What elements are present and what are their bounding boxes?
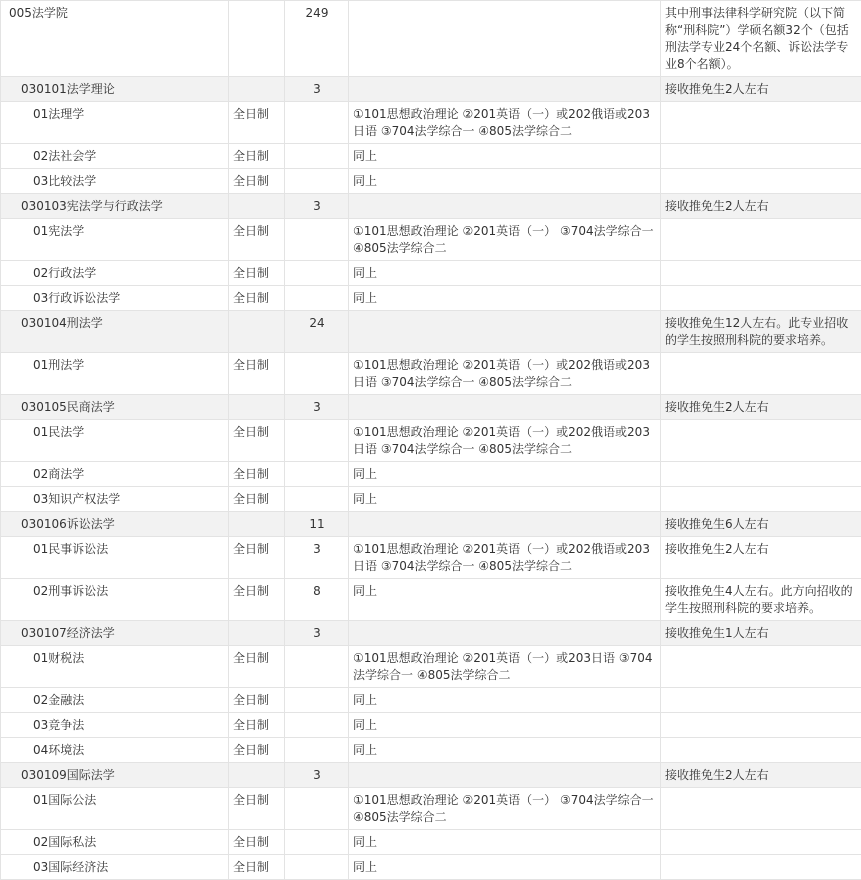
- exam-subjects-cell: [349, 194, 661, 219]
- direction-row: [1, 219, 861, 261]
- remarks-cell: [661, 830, 861, 855]
- exam-subjects-cell: ①101思想政治理论 ②201英语（一） ③704法学综合一 ④805法学综合二: [349, 219, 661, 261]
- remarks-cell: 接收推免生1人左右: [661, 621, 861, 646]
- exam-subjects-cell: 同上: [349, 855, 661, 880]
- admissions-table-body: [1, 1, 861, 880]
- study-mode-cell: 全日制: [229, 219, 285, 261]
- exam-subjects-cell: 同上: [349, 462, 661, 487]
- study-mode-cell: [229, 621, 285, 646]
- major-row: [1, 77, 861, 102]
- program-name-cell: 030103宪法学与行政法学: [1, 194, 229, 219]
- quota-cell: 249: [285, 1, 349, 77]
- exam-subjects-cell: [349, 512, 661, 537]
- quota-cell: 3: [285, 537, 349, 579]
- exam-subjects-cell: 同上: [349, 169, 661, 194]
- quota-cell: 24: [285, 311, 349, 353]
- remarks-cell: [661, 646, 861, 688]
- program-name-cell: 01国际公法: [1, 788, 229, 830]
- program-name-cell: 030109国际法学: [1, 763, 229, 788]
- quota-cell: [285, 286, 349, 311]
- study-mode-cell: 全日制: [229, 144, 285, 169]
- direction-row: [1, 537, 861, 579]
- program-name-cell: 03竞争法: [1, 713, 229, 738]
- remarks-cell: [661, 102, 861, 144]
- direction-row: [1, 102, 861, 144]
- quota-cell: [285, 353, 349, 395]
- quota-cell: 3: [285, 77, 349, 102]
- remarks-cell: 接收推免生6人左右: [661, 512, 861, 537]
- study-mode-cell: [229, 395, 285, 420]
- study-mode-cell: [229, 311, 285, 353]
- program-name-cell: 01刑法学: [1, 353, 229, 395]
- direction-row: [1, 830, 861, 855]
- quota-cell: 3: [285, 763, 349, 788]
- study-mode-cell: 全日制: [229, 713, 285, 738]
- program-name-cell: 030101法学理论: [1, 77, 229, 102]
- program-name-cell: 02行政法学: [1, 261, 229, 286]
- direction-row: [1, 144, 861, 169]
- program-name-cell: 030107经济法学: [1, 621, 229, 646]
- direction-row: [1, 169, 861, 194]
- major-row: [1, 512, 861, 537]
- exam-subjects-cell: [349, 621, 661, 646]
- remarks-cell: [661, 286, 861, 311]
- quota-cell: [285, 169, 349, 194]
- program-name-cell: 03行政诉讼法学: [1, 286, 229, 311]
- study-mode-cell: [229, 194, 285, 219]
- direction-row: [1, 738, 861, 763]
- remarks-cell: [661, 169, 861, 194]
- remarks-cell: [661, 788, 861, 830]
- program-name-cell: 030105民商法学: [1, 395, 229, 420]
- exam-subjects-cell: 同上: [349, 579, 661, 621]
- program-name-cell: 01宪法学: [1, 219, 229, 261]
- study-mode-cell: 全日制: [229, 353, 285, 395]
- remarks-cell: 接收推免生2人左右: [661, 395, 861, 420]
- remarks-cell: [661, 855, 861, 880]
- college-row: [1, 1, 861, 77]
- program-name-cell: 005法学院: [1, 1, 229, 77]
- quota-cell: 3: [285, 621, 349, 646]
- program-name-cell: 01民法学: [1, 420, 229, 462]
- direction-row: [1, 855, 861, 880]
- direction-row: [1, 420, 861, 462]
- exam-subjects-cell: [349, 395, 661, 420]
- program-name-cell: 03国际经济法: [1, 855, 229, 880]
- study-mode-cell: 全日制: [229, 788, 285, 830]
- direction-row: [1, 286, 861, 311]
- quota-cell: [285, 462, 349, 487]
- direction-row: [1, 462, 861, 487]
- exam-subjects-cell: [349, 1, 661, 77]
- direction-row: [1, 353, 861, 395]
- study-mode-cell: 全日制: [229, 420, 285, 462]
- exam-subjects-cell: 同上: [349, 713, 661, 738]
- quota-cell: [285, 713, 349, 738]
- exam-subjects-cell: ①101思想政治理论 ②201英语（一） ③704法学综合一 ④805法学综合二: [349, 788, 661, 830]
- quota-cell: [285, 420, 349, 462]
- study-mode-cell: 全日制: [229, 102, 285, 144]
- program-name-cell: 04环境法: [1, 738, 229, 763]
- quota-cell: [285, 688, 349, 713]
- exam-subjects-cell: 同上: [349, 487, 661, 512]
- program-name-cell: 02法社会学: [1, 144, 229, 169]
- direction-row: [1, 579, 861, 621]
- study-mode-cell: 全日制: [229, 462, 285, 487]
- quota-cell: [285, 855, 349, 880]
- study-mode-cell: 全日制: [229, 646, 285, 688]
- exam-subjects-cell: 同上: [349, 738, 661, 763]
- remarks-cell: [661, 487, 861, 512]
- remarks-cell: [661, 738, 861, 763]
- study-mode-cell: [229, 1, 285, 77]
- remarks-cell: [661, 713, 861, 738]
- quota-cell: [285, 738, 349, 763]
- program-name-cell: 03比较法学: [1, 169, 229, 194]
- study-mode-cell: 全日制: [229, 738, 285, 763]
- remarks-cell: 其中刑事法律科学研究院（以下简称“刑科院”）学硕名额32个（包括刑法学专业24个名额、诉讼法学专业8个名额）。: [661, 1, 861, 77]
- remarks-cell: [661, 462, 861, 487]
- quota-cell: [285, 788, 349, 830]
- quota-cell: [285, 102, 349, 144]
- remarks-cell: 接收推免生4人左右。此方向招收的学生按照刑科院的要求培养。: [661, 579, 861, 621]
- program-name-cell: 03知识产权法学: [1, 487, 229, 512]
- exam-subjects-cell: 同上: [349, 688, 661, 713]
- remarks-cell: 接收推免生2人左右: [661, 537, 861, 579]
- major-row: [1, 194, 861, 219]
- major-row: [1, 311, 861, 353]
- program-name-cell: 02国际私法: [1, 830, 229, 855]
- study-mode-cell: 全日制: [229, 487, 285, 512]
- study-mode-cell: 全日制: [229, 830, 285, 855]
- major-row: [1, 395, 861, 420]
- quota-cell: [285, 261, 349, 286]
- remarks-cell: 接收推免生2人左右: [661, 194, 861, 219]
- remarks-cell: 接收推免生2人左右: [661, 763, 861, 788]
- study-mode-cell: [229, 763, 285, 788]
- study-mode-cell: 全日制: [229, 261, 285, 286]
- quota-cell: [285, 646, 349, 688]
- exam-subjects-cell: 同上: [349, 286, 661, 311]
- study-mode-cell: [229, 77, 285, 102]
- exam-subjects-cell: [349, 763, 661, 788]
- exam-subjects-cell: ①101思想政治理论 ②201英语（一）或202俄语或203日语 ③704法学综合一 ④805法学综合二: [349, 353, 661, 395]
- remarks-cell: [661, 219, 861, 261]
- direction-row: [1, 261, 861, 286]
- quota-cell: [285, 219, 349, 261]
- direction-row: [1, 646, 861, 688]
- major-row: [1, 763, 861, 788]
- remarks-cell: [661, 144, 861, 169]
- exam-subjects-cell: [349, 311, 661, 353]
- quota-cell: [285, 487, 349, 512]
- quota-cell: 11: [285, 512, 349, 537]
- program-name-cell: 01法理学: [1, 102, 229, 144]
- remarks-cell: 接收推免生2人左右: [661, 77, 861, 102]
- remarks-cell: 接收推免生12人左右。此专业招收的学生按照刑科院的要求培养。: [661, 311, 861, 353]
- study-mode-cell: [229, 512, 285, 537]
- direction-row: [1, 487, 861, 512]
- exam-subjects-cell: 同上: [349, 144, 661, 169]
- exam-subjects-cell: ①101思想政治理论 ②201英语（一）或202俄语或203日语 ③704法学综合一 ④805法学综合二: [349, 537, 661, 579]
- program-name-cell: 030106诉讼法学: [1, 512, 229, 537]
- remarks-cell: [661, 353, 861, 395]
- study-mode-cell: 全日制: [229, 169, 285, 194]
- program-name-cell: 02金融法: [1, 688, 229, 713]
- program-name-cell: 01民事诉讼法: [1, 537, 229, 579]
- quota-cell: 3: [285, 194, 349, 219]
- direction-row: [1, 713, 861, 738]
- quota-cell: [285, 144, 349, 169]
- program-name-cell: 02刑事诉讼法: [1, 579, 229, 621]
- exam-subjects-cell: 同上: [349, 261, 661, 286]
- program-name-cell: 030104刑法学: [1, 311, 229, 353]
- remarks-cell: [661, 261, 861, 286]
- exam-subjects-cell: ①101思想政治理论 ②201英语（一）或202俄语或203日语 ③704法学综合一 ④805法学综合二: [349, 102, 661, 144]
- exam-subjects-cell: ①101思想政治理论 ②201英语（一）或203日语 ③704法学综合一 ④805法学综合二: [349, 646, 661, 688]
- study-mode-cell: 全日制: [229, 855, 285, 880]
- exam-subjects-cell: 同上: [349, 830, 661, 855]
- remarks-cell: [661, 688, 861, 713]
- study-mode-cell: 全日制: [229, 286, 285, 311]
- study-mode-cell: 全日制: [229, 688, 285, 713]
- exam-subjects-cell: ①101思想政治理论 ②201英语（一）或202俄语或203日语 ③704法学综合一 ④805法学综合二: [349, 420, 661, 462]
- program-name-cell: 02商法学: [1, 462, 229, 487]
- exam-subjects-cell: [349, 77, 661, 102]
- study-mode-cell: 全日制: [229, 537, 285, 579]
- quota-cell: [285, 830, 349, 855]
- remarks-cell: [661, 420, 861, 462]
- quota-cell: 8: [285, 579, 349, 621]
- major-row: [1, 621, 861, 646]
- direction-row: [1, 688, 861, 713]
- quota-cell: 3: [285, 395, 349, 420]
- study-mode-cell: 全日制: [229, 579, 285, 621]
- direction-row: [1, 788, 861, 830]
- program-name-cell: 01财税法: [1, 646, 229, 688]
